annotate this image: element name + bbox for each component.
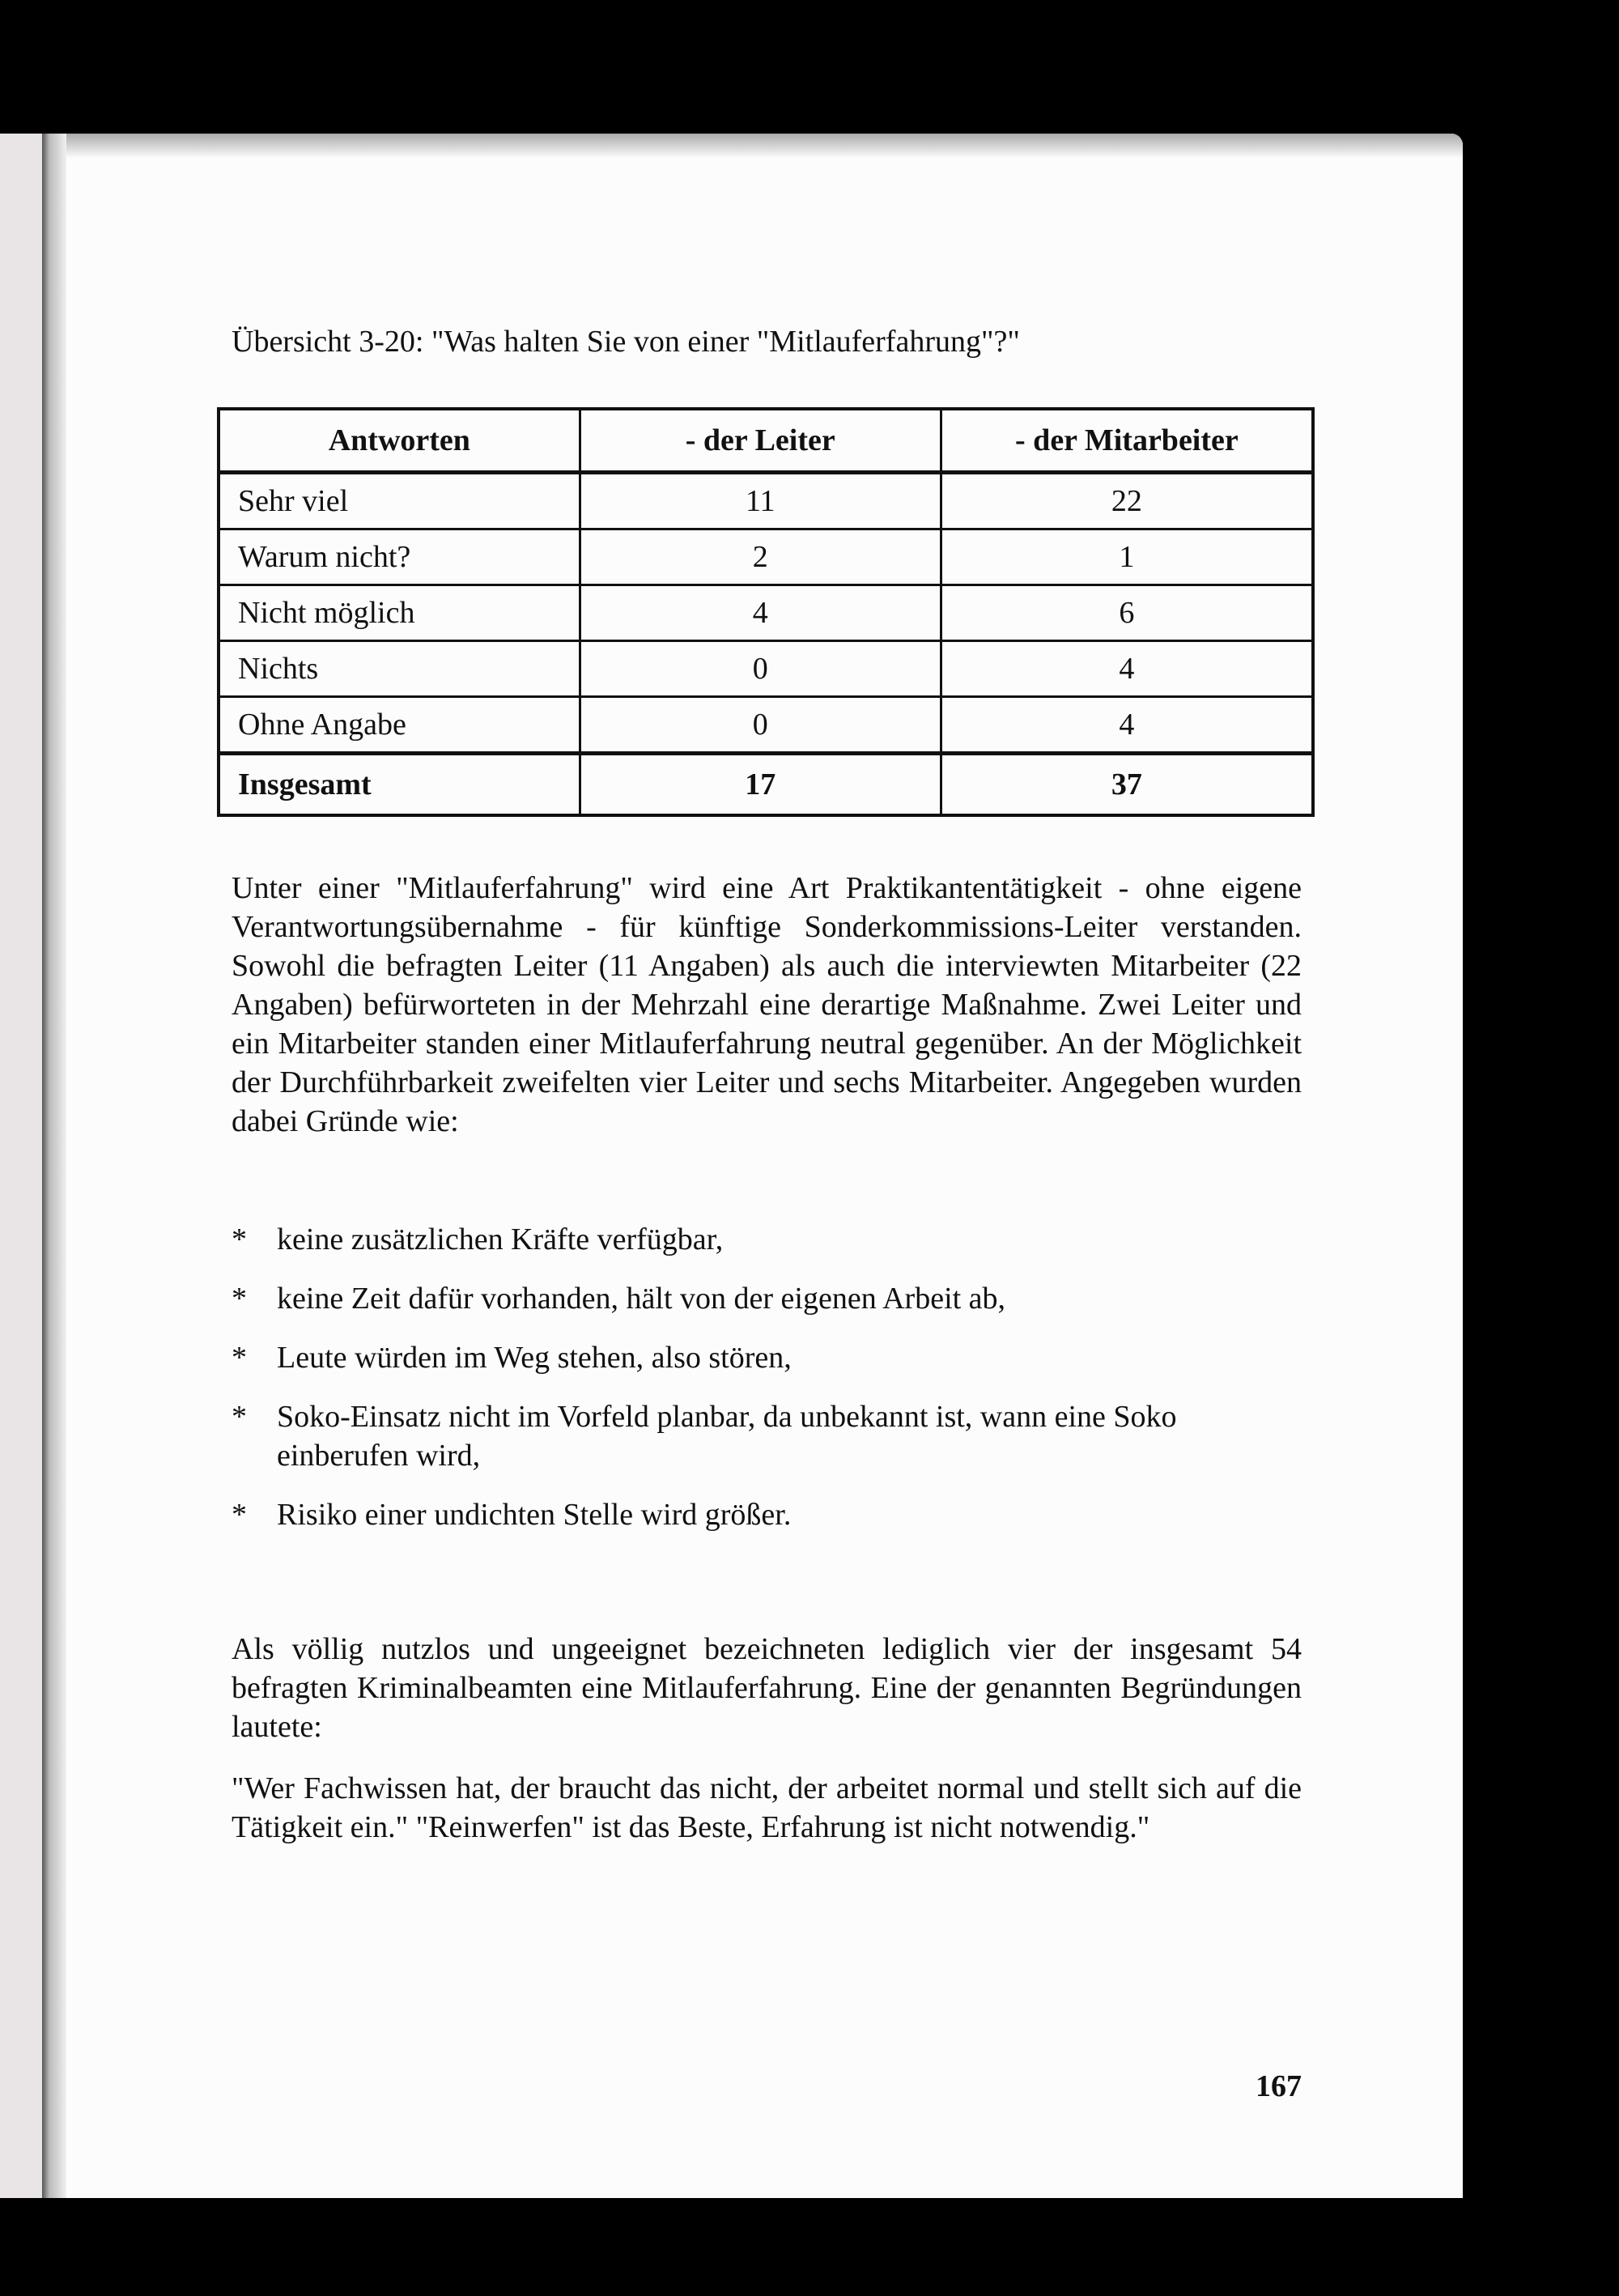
staff-cell: 22 — [941, 473, 1313, 529]
book-page — [66, 134, 1463, 2198]
staff-cell: 1 — [941, 529, 1313, 585]
page-number: 167 — [1256, 2069, 1302, 2103]
list-item-text: keine Zeit dafür vorhanden, hält von der eigenen Arbeit ab, — [277, 1282, 1006, 1316]
table-row — [219, 585, 1313, 641]
list-item — [232, 1338, 1302, 1377]
leaders-cell: 0 — [580, 697, 941, 754]
answer-cell: Nichts — [219, 641, 580, 697]
bullet-icon: * — [232, 1282, 247, 1316]
list-item-text: Risiko einer undichten Stelle wird größer. — [277, 1498, 792, 1532]
total-staff: 37 — [941, 754, 1313, 816]
table-header-row — [219, 409, 1313, 473]
list-item-text: Leute würden im Weg stehen, also stören, — [277, 1341, 792, 1375]
answer-cell: Sehr viel — [219, 473, 580, 529]
answer-cell: Warum nicht? — [219, 529, 580, 585]
table-row — [219, 473, 1313, 529]
total-label: Insgesamt — [219, 754, 580, 816]
list-item-text: Soko-Einsatz nicht im Vorfeld planbar, da unbekannt ist, wann eine Soko einberufen wird, — [277, 1400, 1177, 1473]
paragraph-2: Als völlig nutzlos und ungeeignet bezeichneten lediglich vier der insgesamt 54 befragten Kriminalbeamten eine Mitlauferfahrung. Eine der genannten Begründungen lautete: — [232, 1632, 1302, 1744]
header-leaders: - der Leiter — [580, 409, 941, 473]
bullet-icon: * — [232, 1341, 247, 1375]
leaders-cell: 4 — [580, 585, 941, 641]
staff-cell: 6 — [941, 585, 1313, 641]
list-item — [232, 1495, 1302, 1534]
quote-paragraph: "Wer Fachwissen hat, der braucht das nicht, der arbeitet normal und stellt sich auf die Tätigkeit ein." "Reinwerfen" ist das Beste, Erfahrung ist nicht notwendig." — [232, 1771, 1302, 1844]
list-item — [232, 1397, 1302, 1475]
list-item-text: keine zusätzlichen Kräfte verfügbar, — [277, 1222, 724, 1256]
header-staff: - der Mitarbeiter — [941, 409, 1313, 473]
table-total-row — [219, 754, 1313, 816]
table-row — [219, 529, 1313, 585]
total-leaders: 17 — [580, 754, 941, 816]
table-caption: Übersicht 3-20: "Was halten Sie von einer "Mitlauferfahrung"?" — [232, 325, 1020, 359]
previous-page-edge — [0, 134, 42, 2198]
bullet-icon: * — [232, 1400, 247, 1434]
survey-table — [217, 407, 1315, 817]
bullet-icon: * — [232, 1222, 247, 1256]
answer-cell: Nicht möglich — [219, 585, 580, 641]
leaders-cell: 11 — [580, 473, 941, 529]
answer-cell: Ohne Angabe — [219, 697, 580, 754]
leaders-cell: 0 — [580, 641, 941, 697]
paragraph-1: Unter einer "Mitlauferfahrung" wird eine Art Praktikantentätigkeit - ohne eigene Verantwortungsübernahme - für künftige Sonderkommissions-Leiter verstanden. Sowohl die befragten Leiter (11 Angaben) als auch die interviewten Mitarbeiter (22 Angaben) befürworteten in der Mehrzahl eine derartige Maßnahme. Zwei Leiter und ein Mitarbeiter standen einer Mitlauferfahrung neutral gegenüber. An der Möglichkeit der Durchführbarkeit zweifelten vier Leiter und sechs Mitarbeiter. Angegeben wurden dabei Gründe wie: — [232, 871, 1302, 1138]
table-row — [219, 697, 1313, 754]
leaders-cell: 2 — [580, 529, 941, 585]
reasons-list — [232, 1220, 1302, 1554]
bullet-icon: * — [232, 1498, 247, 1532]
header-answers: Antworten — [219, 409, 580, 473]
table-row — [219, 641, 1313, 697]
list-item — [232, 1220, 1302, 1259]
book-gutter — [42, 134, 66, 2198]
staff-cell: 4 — [941, 641, 1313, 697]
staff-cell: 4 — [941, 697, 1313, 754]
list-item — [232, 1279, 1302, 1318]
